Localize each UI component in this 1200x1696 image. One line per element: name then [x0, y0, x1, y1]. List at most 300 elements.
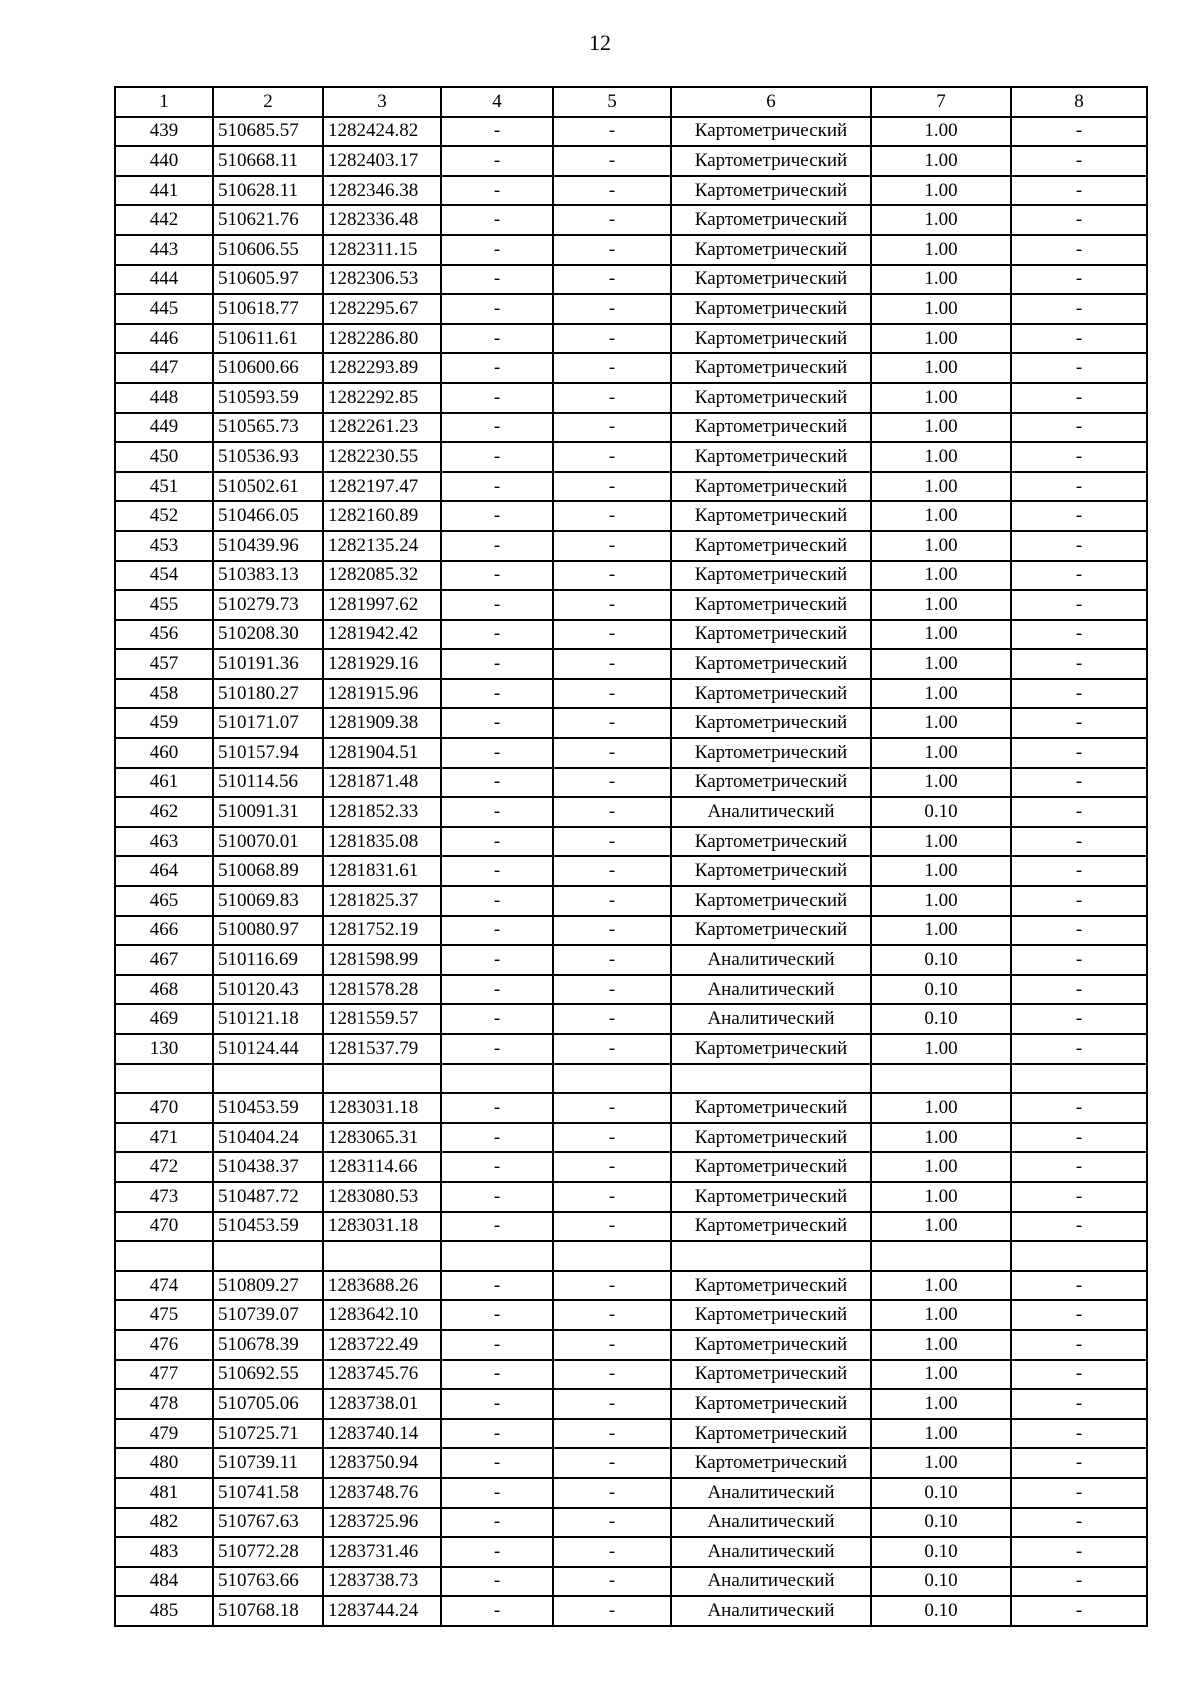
column-4-cell: -: [441, 1508, 553, 1538]
column-4-cell: -: [441, 442, 553, 472]
point-number-cell: 481: [115, 1478, 213, 1508]
column-8-cell: -: [1011, 383, 1147, 413]
y-coordinate-cell: 1281852.33: [323, 797, 441, 827]
column-5-cell: -: [553, 501, 671, 531]
column-8-cell: -: [1011, 1271, 1147, 1301]
column-5-cell: -: [553, 708, 671, 738]
column-header: 4: [441, 87, 553, 117]
y-coordinate-cell: 1283722.49: [323, 1330, 441, 1360]
column-4-cell: -: [441, 738, 553, 768]
x-coordinate-cell: 510157.94: [213, 738, 323, 768]
y-coordinate-cell: 1282295.67: [323, 294, 441, 324]
x-coordinate-cell: 510438.37: [213, 1152, 323, 1182]
column-5-cell: -: [553, 117, 671, 147]
point-number-cell: 442: [115, 205, 213, 235]
column-5-cell: -: [553, 679, 671, 709]
point-number-cell: 460: [115, 738, 213, 768]
method-cell: Картометрический: [671, 1300, 871, 1330]
column-5-cell: -: [553, 205, 671, 235]
table-row: [115, 501, 1147, 531]
column-5-cell: -: [553, 1448, 671, 1478]
table-row: [115, 1123, 1147, 1153]
table-row: [115, 856, 1147, 886]
table-row: [115, 531, 1147, 561]
column-5-cell: -: [553, 265, 671, 295]
column-4-cell: -: [441, 146, 553, 176]
y-coordinate-cell: 1281871.48: [323, 768, 441, 798]
point-number-cell: 462: [115, 797, 213, 827]
method-cell: Картометрический: [671, 531, 871, 561]
page-number: 12: [589, 30, 611, 55]
y-coordinate-cell: 1283688.26: [323, 1271, 441, 1301]
accuracy-cell: 1.00: [871, 1034, 1011, 1064]
point-number-cell: 461: [115, 768, 213, 798]
y-coordinate-cell: 1281835.08: [323, 827, 441, 857]
point-number-cell: 474: [115, 1271, 213, 1301]
column-8-cell: -: [1011, 1389, 1147, 1419]
x-coordinate-cell: 510600.66: [213, 353, 323, 383]
table-row: [115, 235, 1147, 265]
accuracy-cell: 1.00: [871, 1300, 1011, 1330]
x-coordinate-cell: 510121.18: [213, 1004, 323, 1034]
x-coordinate-cell: 510618.77: [213, 294, 323, 324]
y-coordinate-cell: 1281929.16: [323, 649, 441, 679]
accuracy-cell: 1.00: [871, 856, 1011, 886]
y-coordinate-cell: 1282311.15: [323, 235, 441, 265]
accuracy-cell: 1.00: [871, 1093, 1011, 1123]
accuracy-cell: 1.00: [871, 1182, 1011, 1212]
y-coordinate-cell: 1281537.79: [323, 1034, 441, 1064]
column-4-cell: [441, 1064, 553, 1094]
column-8-cell: -: [1011, 265, 1147, 295]
column-4-cell: -: [441, 353, 553, 383]
table-row: [115, 1241, 1147, 1271]
accuracy-cell: 1.00: [871, 1360, 1011, 1390]
point-number-cell: [115, 1064, 213, 1094]
x-coordinate-cell: 510668.11: [213, 146, 323, 176]
column-5-cell: -: [553, 649, 671, 679]
method-cell: Картометрический: [671, 146, 871, 176]
accuracy-cell: 0.10: [871, 1478, 1011, 1508]
method-cell: Картометрический: [671, 1182, 871, 1212]
point-number-cell: 456: [115, 620, 213, 650]
x-coordinate-cell: 510404.24: [213, 1123, 323, 1153]
column-4-cell: -: [441, 1300, 553, 1330]
method-cell: Картометрический: [671, 679, 871, 709]
method-cell: Картометрический: [671, 827, 871, 857]
y-coordinate-cell: 1283750.94: [323, 1448, 441, 1478]
method-cell: Картометрический: [671, 176, 871, 206]
column-5-cell: -: [553, 235, 671, 265]
column-4-cell: -: [441, 886, 553, 916]
column-5-cell: -: [553, 1034, 671, 1064]
column-4-cell: -: [441, 1596, 553, 1626]
method-cell: [671, 1241, 871, 1271]
column-8-cell: -: [1011, 205, 1147, 235]
x-coordinate-cell: 510439.96: [213, 531, 323, 561]
column-4-cell: -: [441, 945, 553, 975]
x-coordinate-cell: 510116.69: [213, 945, 323, 975]
x-coordinate-cell: 510536.93: [213, 442, 323, 472]
y-coordinate-cell: 1282160.89: [323, 501, 441, 531]
column-5-cell: -: [553, 1330, 671, 1360]
column-4-cell: -: [441, 827, 553, 857]
accuracy-cell: 1.00: [871, 738, 1011, 768]
column-8-cell: -: [1011, 827, 1147, 857]
point-number-cell: 452: [115, 501, 213, 531]
x-coordinate-cell: 510725.71: [213, 1419, 323, 1449]
x-coordinate-cell: 510208.30: [213, 620, 323, 650]
column-8-cell: -: [1011, 235, 1147, 265]
column-4-cell: -: [441, 205, 553, 235]
column-8-cell: -: [1011, 1034, 1147, 1064]
point-number-cell: 454: [115, 561, 213, 591]
method-cell: Картометрический: [671, 353, 871, 383]
column-4-cell: -: [441, 383, 553, 413]
method-cell: Картометрический: [671, 856, 871, 886]
point-number-cell: 480: [115, 1448, 213, 1478]
accuracy-cell: 1.00: [871, 1389, 1011, 1419]
y-coordinate-cell: 1282197.47: [323, 472, 441, 502]
table-row: [115, 975, 1147, 1005]
point-number-cell: 446: [115, 324, 213, 354]
accuracy-cell: 0.10: [871, 1508, 1011, 1538]
x-coordinate-cell: 510741.58: [213, 1478, 323, 1508]
x-coordinate-cell: 510180.27: [213, 679, 323, 709]
table-row: [115, 1004, 1147, 1034]
column-5-cell: -: [553, 1152, 671, 1182]
column-8-cell: -: [1011, 561, 1147, 591]
method-cell: Картометрический: [671, 205, 871, 235]
y-coordinate-cell: 1283725.96: [323, 1508, 441, 1538]
method-cell: Аналитический: [671, 945, 871, 975]
table-row: [115, 1330, 1147, 1360]
column-8-cell: -: [1011, 797, 1147, 827]
column-4-cell: -: [441, 324, 553, 354]
point-number-cell: 453: [115, 531, 213, 561]
column-5-cell: -: [553, 1004, 671, 1034]
method-cell: Картометрический: [671, 1360, 871, 1390]
accuracy-cell: 1.00: [871, 383, 1011, 413]
method-cell: Аналитический: [671, 797, 871, 827]
accuracy-cell: 1.00: [871, 324, 1011, 354]
y-coordinate-cell: 1282346.38: [323, 176, 441, 206]
x-coordinate-cell: 510621.76: [213, 205, 323, 235]
column-8-cell: [1011, 1241, 1147, 1271]
column-4-cell: -: [441, 1034, 553, 1064]
table-row: [115, 1152, 1147, 1182]
table-row: [115, 916, 1147, 946]
column-5-cell: -: [553, 176, 671, 206]
column-8-cell: -: [1011, 1419, 1147, 1449]
method-cell: Картометрический: [671, 1419, 871, 1449]
x-coordinate-cell: 510605.97: [213, 265, 323, 295]
table-row: [115, 472, 1147, 502]
method-cell: Аналитический: [671, 1596, 871, 1626]
column-8-cell: -: [1011, 176, 1147, 206]
table-row: [115, 945, 1147, 975]
point-number-cell: [115, 1241, 213, 1271]
y-coordinate-cell: 1282261.23: [323, 413, 441, 443]
column-8-cell: -: [1011, 324, 1147, 354]
method-cell: Картометрический: [671, 649, 871, 679]
column-5-cell: -: [553, 413, 671, 443]
accuracy-cell: 0.10: [871, 945, 1011, 975]
column-4-cell: -: [441, 856, 553, 886]
column-4-cell: -: [441, 1478, 553, 1508]
column-5-cell: -: [553, 146, 671, 176]
x-coordinate-cell: 510705.06: [213, 1389, 323, 1419]
point-number-cell: 441: [115, 176, 213, 206]
point-number-cell: 450: [115, 442, 213, 472]
table-row: [115, 176, 1147, 206]
column-5-cell: -: [553, 620, 671, 650]
column-5-cell: [553, 1064, 671, 1094]
accuracy-cell: 1.00: [871, 353, 1011, 383]
accuracy-cell: 1.00: [871, 708, 1011, 738]
table-row: [115, 590, 1147, 620]
x-coordinate-cell: 510279.73: [213, 590, 323, 620]
table-row: [115, 117, 1147, 147]
x-coordinate-cell: 510070.01: [213, 827, 323, 857]
table-row: [115, 768, 1147, 798]
point-number-cell: 477: [115, 1360, 213, 1390]
x-coordinate-cell: 510191.36: [213, 649, 323, 679]
column-8-cell: -: [1011, 738, 1147, 768]
x-coordinate-cell: 510739.07: [213, 1300, 323, 1330]
column-8-cell: -: [1011, 1123, 1147, 1153]
column-4-cell: -: [441, 472, 553, 502]
method-cell: Картометрический: [671, 1212, 871, 1242]
y-coordinate-cell: 1283114.66: [323, 1152, 441, 1182]
column-8-cell: -: [1011, 146, 1147, 176]
table-row: [115, 324, 1147, 354]
method-cell: Аналитический: [671, 1567, 871, 1597]
point-number-cell: 445: [115, 294, 213, 324]
y-coordinate-cell: 1283740.14: [323, 1419, 441, 1449]
method-cell: Картометрический: [671, 738, 871, 768]
table-row: [115, 1508, 1147, 1538]
column-8-cell: -: [1011, 1182, 1147, 1212]
table-row: [115, 205, 1147, 235]
point-number-cell: 485: [115, 1596, 213, 1626]
accuracy-cell: 1.00: [871, 1330, 1011, 1360]
point-number-cell: 470: [115, 1093, 213, 1123]
y-coordinate-cell: 1283744.24: [323, 1596, 441, 1626]
accuracy-cell: 1.00: [871, 501, 1011, 531]
column-4-cell: -: [441, 1537, 553, 1567]
column-4-cell: -: [441, 531, 553, 561]
accuracy-cell: [871, 1064, 1011, 1094]
column-4-cell: -: [441, 413, 553, 443]
column-header: 1: [115, 87, 213, 117]
column-8-cell: -: [1011, 945, 1147, 975]
column-5-cell: -: [553, 1508, 671, 1538]
accuracy-cell: 1.00: [871, 205, 1011, 235]
column-4-cell: -: [441, 235, 553, 265]
y-coordinate-cell: 1281915.96: [323, 679, 441, 709]
column-5-cell: -: [553, 1271, 671, 1301]
x-coordinate-cell: 510628.11: [213, 176, 323, 206]
table-row: [115, 797, 1147, 827]
accuracy-cell: 0.10: [871, 975, 1011, 1005]
column-4-cell: -: [441, 265, 553, 295]
method-cell: Аналитический: [671, 1537, 871, 1567]
column-8-cell: -: [1011, 1360, 1147, 1390]
column-5-cell: -: [553, 768, 671, 798]
point-number-cell: 440: [115, 146, 213, 176]
y-coordinate-cell: 1282286.80: [323, 324, 441, 354]
point-number-cell: 476: [115, 1330, 213, 1360]
accuracy-cell: 1.00: [871, 561, 1011, 591]
accuracy-cell: 1.00: [871, 176, 1011, 206]
table-row: [115, 1448, 1147, 1478]
y-coordinate-cell: 1281578.28: [323, 975, 441, 1005]
column-8-cell: -: [1011, 620, 1147, 650]
method-cell: Картометрический: [671, 561, 871, 591]
point-number-cell: 473: [115, 1182, 213, 1212]
x-coordinate-cell: 510593.59: [213, 383, 323, 413]
accuracy-cell: 1.00: [871, 413, 1011, 443]
point-number-cell: 470: [115, 1212, 213, 1242]
method-cell: Аналитический: [671, 1004, 871, 1034]
point-number-cell: 471: [115, 1123, 213, 1153]
column-8-cell: -: [1011, 1596, 1147, 1626]
column-header: 3: [323, 87, 441, 117]
column-header: 8: [1011, 87, 1147, 117]
column-8-cell: -: [1011, 590, 1147, 620]
method-cell: Картометрический: [671, 472, 871, 502]
column-4-cell: -: [441, 1271, 553, 1301]
column-5-cell: -: [553, 1123, 671, 1153]
method-cell: Картометрический: [671, 886, 871, 916]
y-coordinate-cell: 1282292.85: [323, 383, 441, 413]
table-row: [115, 1389, 1147, 1419]
column-8-cell: -: [1011, 1478, 1147, 1508]
column-5-cell: [553, 1241, 671, 1271]
table-row: [115, 679, 1147, 709]
method-cell: Картометрический: [671, 324, 871, 354]
column-5-cell: -: [553, 1567, 671, 1597]
accuracy-cell: 1.00: [871, 649, 1011, 679]
column-4-cell: -: [441, 1448, 553, 1478]
x-coordinate-cell: 510606.55: [213, 235, 323, 265]
accuracy-cell: 1.00: [871, 265, 1011, 295]
y-coordinate-cell: 1282230.55: [323, 442, 441, 472]
point-number-cell: 475: [115, 1300, 213, 1330]
column-5-cell: -: [553, 561, 671, 591]
x-coordinate-cell: 510171.07: [213, 708, 323, 738]
column-4-cell: -: [441, 1419, 553, 1449]
column-8-cell: -: [1011, 1212, 1147, 1242]
x-coordinate-cell: 510080.97: [213, 916, 323, 946]
column-4-cell: -: [441, 1360, 553, 1390]
column-8-cell: -: [1011, 501, 1147, 531]
column-4-cell: -: [441, 1123, 553, 1153]
column-8-cell: -: [1011, 916, 1147, 946]
y-coordinate-cell: 1281997.62: [323, 590, 441, 620]
table-row: [115, 561, 1147, 591]
x-coordinate-cell: 510678.39: [213, 1330, 323, 1360]
column-8-cell: -: [1011, 531, 1147, 561]
table-row: [115, 1537, 1147, 1567]
accuracy-cell: 0.10: [871, 797, 1011, 827]
column-8-cell: -: [1011, 413, 1147, 443]
point-number-cell: 484: [115, 1567, 213, 1597]
accuracy-cell: 1.00: [871, 916, 1011, 946]
column-5-cell: -: [553, 797, 671, 827]
x-coordinate-cell: 510611.61: [213, 324, 323, 354]
column-8-cell: -: [1011, 886, 1147, 916]
accuracy-cell: 1.00: [871, 886, 1011, 916]
column-4-cell: -: [441, 649, 553, 679]
point-number-cell: 483: [115, 1537, 213, 1567]
accuracy-cell: 1.00: [871, 679, 1011, 709]
column-header: 6: [671, 87, 871, 117]
x-coordinate-cell: 510114.56: [213, 768, 323, 798]
point-number-cell: 478: [115, 1389, 213, 1419]
method-cell: Картометрический: [671, 442, 871, 472]
column-5-cell: -: [553, 1419, 671, 1449]
x-coordinate-cell: 510453.59: [213, 1093, 323, 1123]
method-cell: Картометрический: [671, 1093, 871, 1123]
accuracy-cell: 1.00: [871, 1152, 1011, 1182]
table-row: [115, 886, 1147, 916]
column-5-cell: -: [553, 1596, 671, 1626]
column-4-cell: -: [441, 1330, 553, 1360]
accuracy-cell: 0.10: [871, 1537, 1011, 1567]
y-coordinate-cell: 1282403.17: [323, 146, 441, 176]
y-coordinate-cell: 1283738.73: [323, 1567, 441, 1597]
accuracy-cell: 1.00: [871, 235, 1011, 265]
y-coordinate-cell: 1283642.10: [323, 1300, 441, 1330]
x-coordinate-cell: 510692.55: [213, 1360, 323, 1390]
y-coordinate-cell: 1282336.48: [323, 205, 441, 235]
point-number-cell: 482: [115, 1508, 213, 1538]
column-8-cell: -: [1011, 117, 1147, 147]
method-cell: Картометрический: [671, 1034, 871, 1064]
point-number-cell: 464: [115, 856, 213, 886]
column-4-cell: -: [441, 797, 553, 827]
table-row: [115, 708, 1147, 738]
method-cell: Картометрический: [671, 294, 871, 324]
column-5-cell: -: [553, 1300, 671, 1330]
accuracy-cell: 1.00: [871, 1419, 1011, 1449]
point-number-cell: 466: [115, 916, 213, 946]
column-8-cell: -: [1011, 1004, 1147, 1034]
method-cell: Картометрический: [671, 620, 871, 650]
point-number-cell: 458: [115, 679, 213, 709]
column-5-cell: -: [553, 1212, 671, 1242]
y-coordinate-cell: 1283738.01: [323, 1389, 441, 1419]
method-cell: Картометрический: [671, 768, 871, 798]
x-coordinate-cell: 510068.89: [213, 856, 323, 886]
column-8-cell: -: [1011, 1537, 1147, 1567]
table-row: [115, 1064, 1147, 1094]
y-coordinate-cell: 1282424.82: [323, 117, 441, 147]
y-coordinate-cell: 1283031.18: [323, 1093, 441, 1123]
point-number-cell: 479: [115, 1419, 213, 1449]
column-5-cell: -: [553, 945, 671, 975]
accuracy-cell: 1.00: [871, 442, 1011, 472]
column-8-cell: -: [1011, 353, 1147, 383]
y-coordinate-cell: 1283080.53: [323, 1182, 441, 1212]
accuracy-cell: 1.00: [871, 146, 1011, 176]
y-coordinate-cell: 1283065.31: [323, 1123, 441, 1153]
accuracy-cell: 1.00: [871, 472, 1011, 502]
table-row: [115, 265, 1147, 295]
y-coordinate-cell: 1282306.53: [323, 265, 441, 295]
